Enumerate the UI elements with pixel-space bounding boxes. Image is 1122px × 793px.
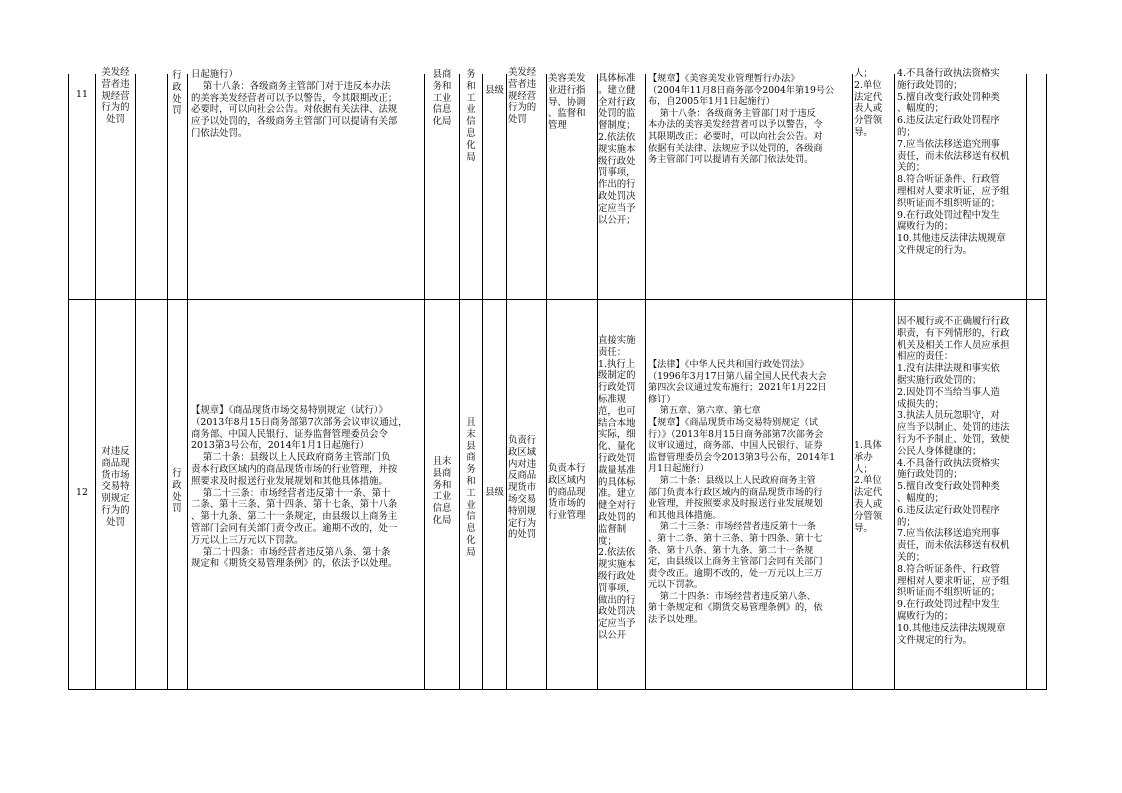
subject-description: 负责行 政区域 内对违 反商品 现货市 场交易 特别规 定行为 的处罚 <box>508 435 537 541</box>
grid-line <box>1046 74 1047 690</box>
implementing-liability: 具体标准 。建立健 全对行政 处罚的监 督制度； 2.依法依 规实施本 级行政处 罚事项， 作出的行 政处罚决 定应当予 以公开； <box>598 73 636 226</box>
regulation-table <box>68 67 1047 690</box>
management-scope: 美容美发 业进行指 导、协调 、监督和 管理 <box>548 73 586 132</box>
basis-text: 【规章】《商品现货市场交易特别规定（试行）》 （2013年8月15日商务部第7次部务会议审议通过， 商务部、中国人民银行、证券监督管理委员会令 2013第3号公布，2014年1月1日起施行） 第二十条：县级以上人民政府商务主管部门负 责本行政区域内的商品现货市场的行业管理，并按 照要求及时报送行业发展规划和其他具体措施。 第二十三条：市场经营者违反第十一条、第十 二条、第十三条、第十四条、第十七条、第十八条 、第十九条、第二十一条规定，由县级以上商务主 管部门会同有关部门责令改正。逾期不改的，处一 万元以上三万元以下罚款。 第二十四条：市场经营者违反第八条、第十条 规定和《期货交易管理条例》的，依法予以处理。 <box>191 405 408 570</box>
level: 县级 <box>485 487 504 498</box>
grid-line <box>135 74 136 690</box>
grid-line <box>1026 74 1027 690</box>
responsible-unit: 且 末 县 商 务 和 工 业 信 息 化 局 <box>466 417 476 558</box>
grid-line <box>68 689 1047 690</box>
subject-description: 美发经 营者违 规经营 行为的 处罚 <box>508 67 537 126</box>
department: 且末 县商 务和 工业 信息 化局 <box>432 456 452 526</box>
item-category: 行 政 处 罚 <box>172 468 183 515</box>
legal-basis: 【法律】《中华人民共和国行政处罚法》 （1996年3月17日第八届全国人民代表大会 第四次会议通过发布施行；2021年1月22日 修订） 第五章、第六章、第七章 【规章】《商品现货市场交易特别规定（试 行）》（2013年8月15日商务部第7次部务会 议审议通过，商务部、中国人民银行、证券 监督管理委员会令2013第3号公布，2014年1 月1日起施行） 第二十条：县级以上人民政府商务主管 部门负责本行政区域内的商品现货市场的行 业管理，并按照要求及时报送行业发展规划 和其他具体措施。 第二十三条：市场经营者违反第十一条 、第十二条、第十三条、第十四条、第十七 条、第十八条、第十九条、第二十一条规 定，由县级以上商务主管部门会同有关部门 责令改正。逾期不改的，处一万元以上三万 元以下罚款。 第二十四条：市场经营者违反第八条、 第十条规定和《期货交易管理条例》的，依 法予以处理。 <box>648 359 836 626</box>
basis-text: 日起施行） 第十八条：各级商务主管部门对于违反本办法 的美容美发经营者可以予以警告，令其限期改正； 必要时，可以向社会公告。对依据有关法律、法规 应予以处罚的，各级商务主管部门可以提请有关部 门依法处罚。 <box>191 69 398 139</box>
row-number: 11 <box>76 89 88 100</box>
grid-line <box>546 74 547 690</box>
grid-line <box>482 74 483 690</box>
row-number: 12 <box>76 487 88 498</box>
responsible-unit: 务 和 工 业 信 息 化 局 <box>466 69 476 163</box>
item-category: 行 政 处 罚 <box>172 70 183 117</box>
responsible-subjects: 1.具体 承办 人； 2.单位 法定代 表人或 分管领 导。 <box>854 440 883 534</box>
grid-line <box>68 74 69 690</box>
grid-line <box>645 74 646 690</box>
responsible-subjects: 人； 2.单位 法定代 表人或 分管领 导。 <box>854 68 883 138</box>
grid-line <box>68 299 1047 300</box>
legal-basis: 【规章】《美容美发业管理暂行办法》 （2004年11月8日商务部令2004年第19号公 布，自2005年1月1日起施行） 第十八条：各级商务主管部门对于违反 本办法的美容美发经营者可以予以警告，令 其限期改正；必要时，可以向社会公告。对 依据有关法律、法规应予以处罚的，各级商 务主管部门可以提请有关部门依法处罚。 <box>648 73 835 166</box>
management-scope: 负责本行 政区域内 的商品现 货市场的 行业管理 <box>548 463 586 522</box>
item-name: 美发经 营者违 规经营 行为的 处罚 <box>101 67 130 126</box>
implementing-liability: 直接实施 责任： 1.执行上 级制定的 行政处罚 标准规 范，也可 结合本地 实际，细 化、量化 行政处罚 裁量基准 的具体标 准。建立 健全对行 政处罚的 监督制 度； 2.依法依 规实施本 级行政处 罚事项， 做出的行 政处罚决 定应当予 以公开 <box>598 335 636 641</box>
level: 县级 <box>485 85 504 96</box>
department: 县商 务和 工业 信息 化局 <box>432 69 452 128</box>
accountability-clauses: 因不履行或不正确履行行政 职责，有下列情形的，行政 机关及相关工作人员应承担 相应的责任： 1.没有法律法规和事实依 据实施行政处罚的； 2.因处罚不当给当事人造 成损失的； 3.执法人员玩忽职守，对 应当予以制止、处罚的违法 行为不予制止、处罚，致使 公民人身体健康的； 4.不具备行政执法资格实 施行政处罚的； 5.擅自改变行政处罚种类 、幅度的； 6.违反法定行政处罚程序 的； 7.应当依法移送追究刑事 责任，而未依法移送有权机 关的； 8.符合听证条件、行政管 理相对人要求听证，应予组 织听证而不组织听证的； 9.在行政处罚过程中发生 腐败行为的； 10.其他违反法律法规规章 文件规定的行为。 <box>897 316 1010 646</box>
item-name: 对违反 商品现 货市场 交易特 别规定 行为的 处罚 <box>101 446 130 528</box>
accountability-clauses: 4.不具备行政执法资格实 施行政处罚的； 5.擅自改变行政处罚种类 、幅度的； 6.违反法定行政处罚程序 的； 7.应当依法移送追究刑事 责任，而未依法移送有权机 关的； 8.符合听证条件、行政管 理相对人要求听证，应予组 织听证而不组织听证的； 9.在行政处罚过程中发生 腐败行为的； 10.其他违反法律法规规章 文件规定的行为。 <box>897 68 1010 256</box>
